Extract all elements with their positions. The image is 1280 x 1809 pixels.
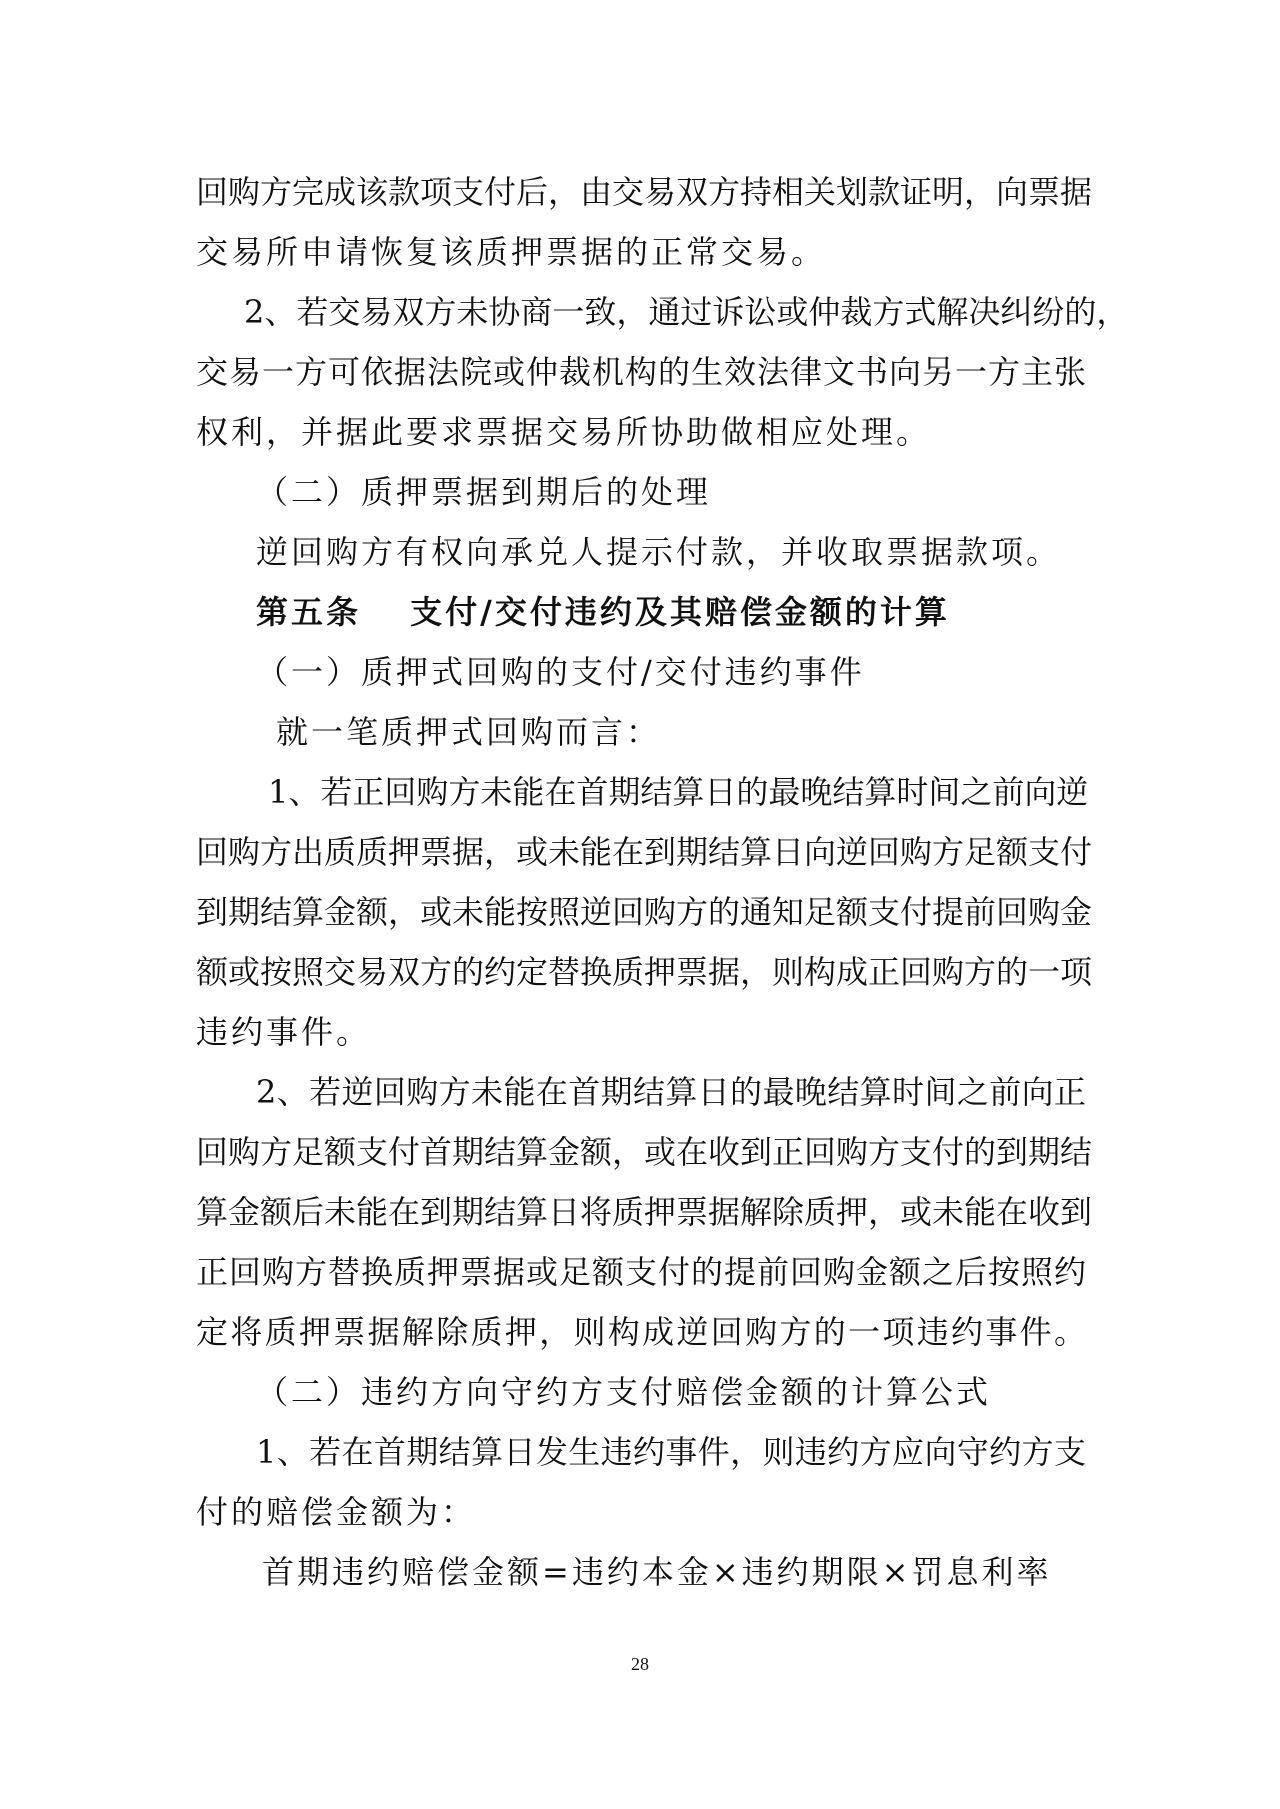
body-line: 就一笔质押式回购而言： [276, 713, 662, 751]
body-line: 额或按照交易双方的约定替换质押票据，则构成正回购方的一项 [196, 953, 1093, 991]
body-line: 回购方出质质押票据，或未能在到期结算日向逆回购方足额支付 [196, 833, 1093, 871]
body-line: 2、若交易双方未协商一致，通过诉讼或仲裁方式解决纠纷的， [244, 293, 1129, 331]
body-line: 回购方足额支付首期结算金额，或在收到正回购方支付的到期结 [196, 1133, 1093, 1171]
formula-line: 首期违约赔偿金额=违约本金×违约期限×罚息利率 [262, 1553, 1052, 1591]
section-subheading: （二）质押票据到期后的处理 [256, 473, 712, 511]
body-line: 1、若在首期结算日发生违约事件，则违约方应向守约方支 [256, 1433, 1086, 1471]
body-line: 权利，并据此要求票据交易所协助做相应处理。 [196, 413, 932, 451]
body-line: 正回购方替换质押票据或足额支付的提前回购金额之后按照约 [196, 1253, 1086, 1291]
body-line: 交易一方可依据法院或仲裁机构的生效法律文书向另一方主张 [196, 353, 1086, 391]
body-line: 逆回购方有权向承兑人提示付款，并收取票据款项。 [256, 533, 1062, 571]
section-subheading: （二）违约方向守约方支付赔偿金额的计算公式 [256, 1373, 992, 1411]
body-line: 定将质押票据解除质押，则构成逆回购方的一项违约事件。 [196, 1313, 1086, 1351]
section-subheading: （一）质押式回购的支付/交付违约事件 [256, 653, 865, 691]
body-line: 算金额后未能在到期结算日将质押票据解除质押，或未能在收到 [196, 1193, 1093, 1231]
body-line: 付的赔偿金额为： [196, 1493, 477, 1531]
body-line: 2、若逆回购方未能在首期结算日的最晚结算时间之前向正 [256, 1073, 1086, 1111]
body-line: 回购方完成该款项支付后，由交易双方持相关划款证明，向票据 [196, 173, 1093, 211]
page-number: 28 [631, 1654, 649, 1674]
body-line: 到期结算金额，或未能按照逆回购方的通知足额支付提前回购金 [196, 893, 1093, 931]
body-line: 违约事件。 [196, 1013, 372, 1051]
body-line: 交易所申请恢复该质押票据的正常交易。 [196, 233, 827, 271]
article-heading: 第五条 支付/交付违约及其赔偿金额的计算 [256, 593, 950, 631]
body-line: 1、若正回购方未能在首期结算日的最晚结算时间之前向逆 [268, 773, 1089, 811]
